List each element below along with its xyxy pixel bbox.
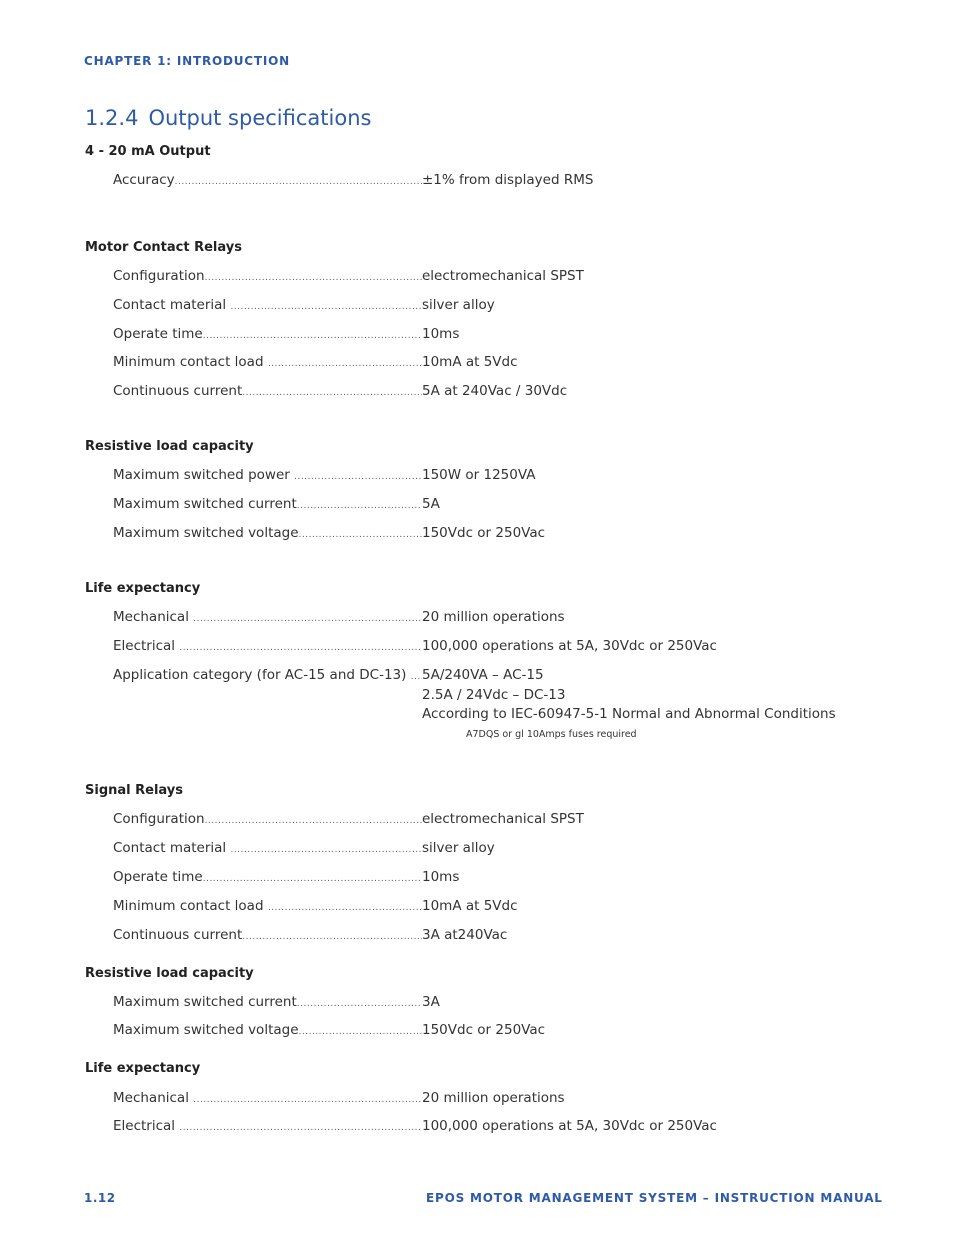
spec-label: Maximum switched current .....: [113, 496, 422, 512]
manual-title: EPOS MOTOR MANAGEMENT SYSTEM – INSTRUCTION MANUAL: [426, 1191, 883, 1205]
spec-row: [113, 326, 833, 344]
spec-label: Mechanical .....: [113, 1090, 422, 1106]
spec-value: 3A at240Vac: [422, 927, 508, 943]
spec-value: 100,000 operations at 5A, 30Vdc or 250Vac: [422, 1118, 717, 1134]
heading-resistive-load-capacity: Resistive load capacity: [85, 966, 254, 981]
section-number: 1.2.4: [85, 106, 139, 130]
spec-label: Maximum switched voltage .....: [113, 525, 422, 541]
heading-resistive-load-capacity: Resistive load capacity: [85, 439, 254, 454]
spec-value: 5A: [422, 496, 440, 512]
spec-label: Continuous current .....: [113, 927, 422, 943]
spec-row: [113, 994, 833, 1012]
spec-value: 20 million operations: [422, 609, 565, 625]
spec-value: 10ms: [422, 326, 460, 342]
spec-label: Minimum contact load .....: [113, 354, 422, 370]
spec-label: Accuracy .....: [113, 172, 422, 188]
spec-value: 150W or 1250VA: [422, 467, 536, 483]
spec-row: [113, 609, 833, 627]
spec-row: [113, 383, 833, 401]
spec-row: [113, 172, 833, 190]
spec-label: Contact material .....: [113, 840, 422, 856]
spec-value: 10mA at 5Vdc: [422, 898, 518, 914]
spec-row: [113, 525, 833, 543]
spec-label: Maximum switched current .....: [113, 994, 422, 1010]
section-title-text: Output specifications: [148, 106, 372, 130]
spec-label: Electrical .....: [113, 638, 422, 654]
spec-label: Minimum contact load .....: [113, 898, 422, 914]
spec-row: [113, 354, 833, 372]
heading-life-expectancy: Life expectancy: [85, 581, 201, 596]
spec-value: 150Vdc or 250Vac: [422, 525, 546, 541]
spec-continuation-line: According to IEC-60947-5-1 Normal and Abnormal Conditions: [422, 706, 836, 722]
spec-row: [113, 297, 833, 315]
section-title: [85, 106, 371, 130]
spec-label: Mechanical .....: [113, 609, 422, 625]
spec-label: Contact material .....: [113, 297, 422, 313]
spec-label: Continuous current .....: [113, 383, 422, 399]
spec-row: [113, 638, 833, 656]
spec-row: [113, 1118, 833, 1136]
spec-value: 10mA at 5Vdc: [422, 354, 518, 370]
fuse-note: A7DQS or gl 10Amps fuses required: [466, 729, 637, 740]
spec-label: Application category (for AC-15 and DC-13) .....: [113, 667, 422, 683]
spec-row: [113, 268, 833, 286]
spec-value: ±1% from displayed RMS: [422, 172, 594, 188]
spec-label: Electrical .....: [113, 1118, 422, 1134]
spec-label: Maximum switched voltage .....: [113, 1022, 422, 1038]
spec-label: Operate time .....: [113, 869, 422, 885]
heading-motor-contact-relays: Motor Contact Relays: [85, 240, 242, 255]
spec-row: [113, 467, 833, 485]
spec-value: 20 million operations: [422, 1090, 565, 1106]
spec-value: 10ms: [422, 869, 460, 885]
spec-row: [113, 927, 833, 945]
spec-label: Maximum switched power .....: [113, 467, 422, 483]
spec-label: Operate time .....: [113, 326, 422, 342]
spec-row: [113, 869, 833, 887]
heading-4-20ma-output: 4 - 20 mA Output: [85, 144, 211, 159]
spec-value: electromechanical SPST: [422, 268, 584, 284]
page-number: 1.12: [84, 1191, 116, 1205]
spec-value: 3A: [422, 994, 440, 1010]
spec-row: [113, 840, 833, 858]
spec-continuation-line: 2.5A / 24Vdc – DC-13: [422, 687, 566, 703]
spec-value: 5A at 240Vac / 30Vdc: [422, 383, 568, 399]
spec-value: 100,000 operations at 5A, 30Vdc or 250Vac: [422, 638, 717, 654]
spec-value: 5A/240VA – AC-15: [422, 667, 544, 683]
heading-signal-relays: Signal Relays: [85, 783, 184, 798]
heading-life-expectancy: Life expectancy: [85, 1061, 201, 1076]
chapter-header: CHAPTER 1: INTRODUCTION: [84, 54, 290, 68]
spec-row: [113, 1090, 833, 1108]
spec-row: [113, 496, 833, 514]
spec-row: [113, 898, 833, 916]
spec-label: Configuration .....: [113, 811, 422, 827]
spec-value: silver alloy: [422, 297, 495, 313]
spec-row: [113, 811, 833, 829]
spec-row: [113, 1022, 833, 1040]
spec-value: electromechanical SPST: [422, 811, 584, 827]
spec-row: [113, 667, 833, 685]
spec-value: silver alloy: [422, 840, 495, 856]
spec-label: Configuration .....: [113, 268, 422, 284]
spec-value: 150Vdc or 250Vac: [422, 1022, 546, 1038]
